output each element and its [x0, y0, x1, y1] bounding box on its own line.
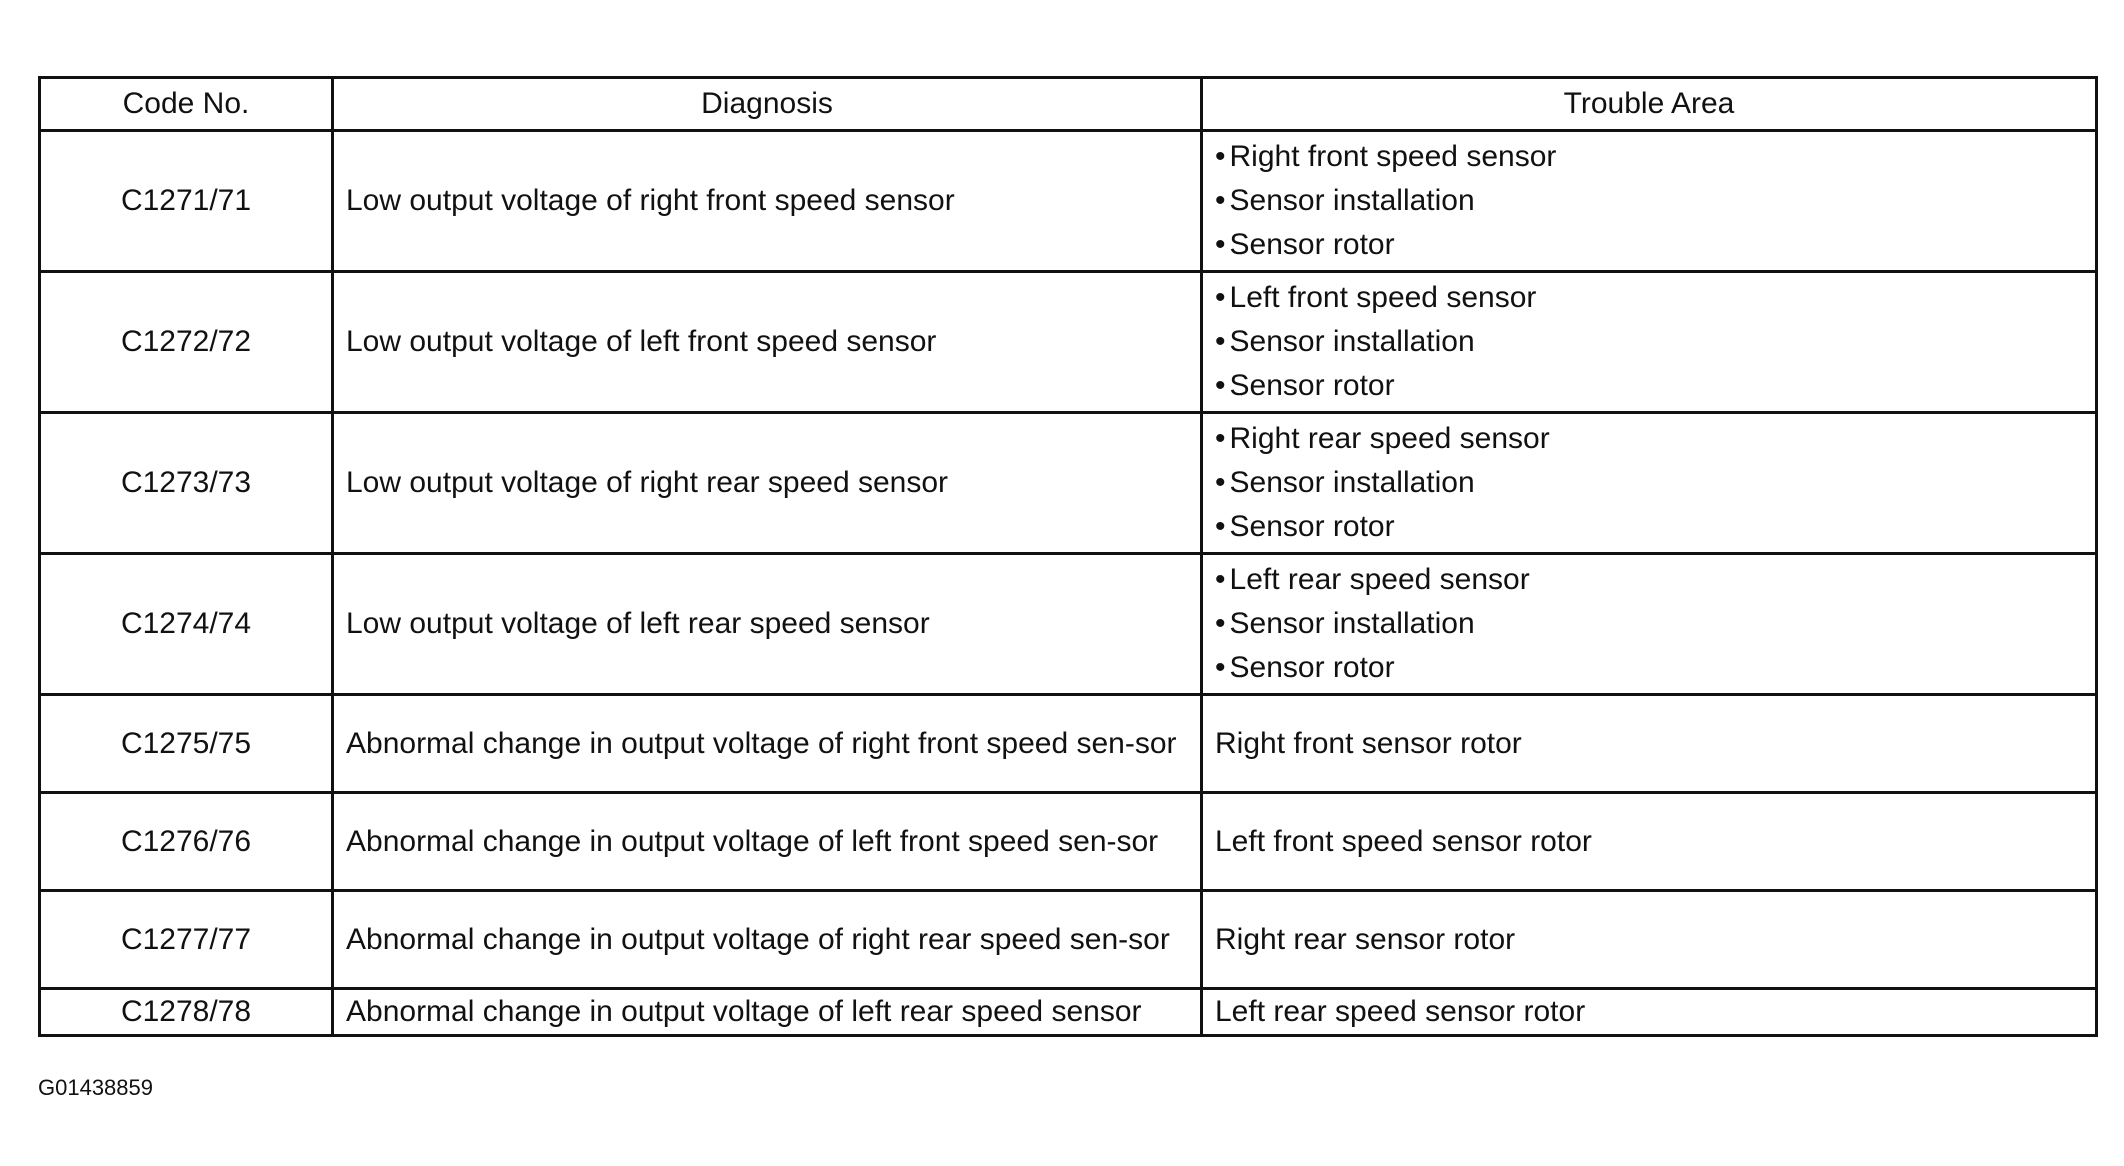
trouble-area-cell: Left rear speed sensor rotor — [1202, 989, 2097, 1036]
header-row — [40, 78, 2097, 131]
code-cell: C1273/73 — [40, 413, 333, 554]
figure-id: G01438859 — [38, 1075, 153, 1100]
code-cell: C1272/72 — [40, 272, 333, 413]
trouble-area-list — [1215, 417, 2083, 549]
diagnosis-cell: Abnormal change in output voltage of left rear speed sensor — [333, 989, 1202, 1036]
table-row — [40, 413, 2097, 554]
diagnosis-cell: Abnormal change in output voltage of right front speed sen-sor — [333, 695, 1202, 793]
trouble-area-item: • Sensor rotor — [1215, 223, 2083, 267]
header-diagnosis: Diagnosis — [333, 78, 1202, 131]
table-row — [40, 793, 2097, 891]
trouble-area-cell — [1202, 272, 2097, 413]
dtc-table — [38, 76, 2098, 1037]
trouble-area-cell — [1202, 554, 2097, 695]
table-row — [40, 891, 2097, 989]
trouble-area-item: • Sensor rotor — [1215, 364, 2083, 408]
trouble-area-cell — [1202, 413, 2097, 554]
table-row — [40, 695, 2097, 793]
trouble-area-item: • Left rear speed sensor — [1215, 558, 2083, 602]
trouble-area-list — [1215, 558, 2083, 690]
code-cell: C1278/78 — [40, 989, 333, 1036]
trouble-area-item: • Left front speed sensor — [1215, 276, 2083, 320]
diagnosis-cell: Abnormal change in output voltage of right rear speed sen-sor — [333, 891, 1202, 989]
trouble-area-list — [1215, 135, 2083, 267]
trouble-area-list — [1215, 276, 2083, 408]
table-row — [40, 131, 2097, 272]
diagnosis-cell: Low output voltage of left rear speed sensor — [333, 554, 1202, 695]
table-row — [40, 554, 2097, 695]
trouble-area-item: • Sensor installation — [1215, 320, 2083, 364]
code-cell: C1275/75 — [40, 695, 333, 793]
code-cell: C1274/74 — [40, 554, 333, 695]
code-cell: C1276/76 — [40, 793, 333, 891]
trouble-area-item: • Sensor installation — [1215, 179, 2083, 223]
trouble-area-item: • Right rear speed sensor — [1215, 417, 2083, 461]
trouble-area-item: • Sensor installation — [1215, 602, 2083, 646]
header-code-no: Code No. — [40, 78, 333, 131]
code-cell: C1271/71 — [40, 131, 333, 272]
diagnosis-cell: Low output voltage of left front speed sensor — [333, 272, 1202, 413]
diagnosis-cell: Low output voltage of right rear speed sensor — [333, 413, 1202, 554]
diagnosis-cell: Abnormal change in output voltage of left front speed sen-sor — [333, 793, 1202, 891]
diagnosis-cell: Low output voltage of right front speed sensor — [333, 131, 1202, 272]
trouble-area-cell: Right rear sensor rotor — [1202, 891, 2097, 989]
trouble-area-cell: Left front speed sensor rotor — [1202, 793, 2097, 891]
trouble-area-item: • Sensor installation — [1215, 461, 2083, 505]
table-row — [40, 989, 2097, 1036]
trouble-area-item: • Right front speed sensor — [1215, 135, 2083, 179]
code-cell: C1277/77 — [40, 891, 333, 989]
table-row — [40, 272, 2097, 413]
trouble-area-cell: Right front sensor rotor — [1202, 695, 2097, 793]
trouble-area-cell — [1202, 131, 2097, 272]
trouble-area-item: • Sensor rotor — [1215, 646, 2083, 690]
header-trouble-area: Trouble Area — [1202, 78, 2097, 131]
trouble-area-item: • Sensor rotor — [1215, 505, 2083, 549]
